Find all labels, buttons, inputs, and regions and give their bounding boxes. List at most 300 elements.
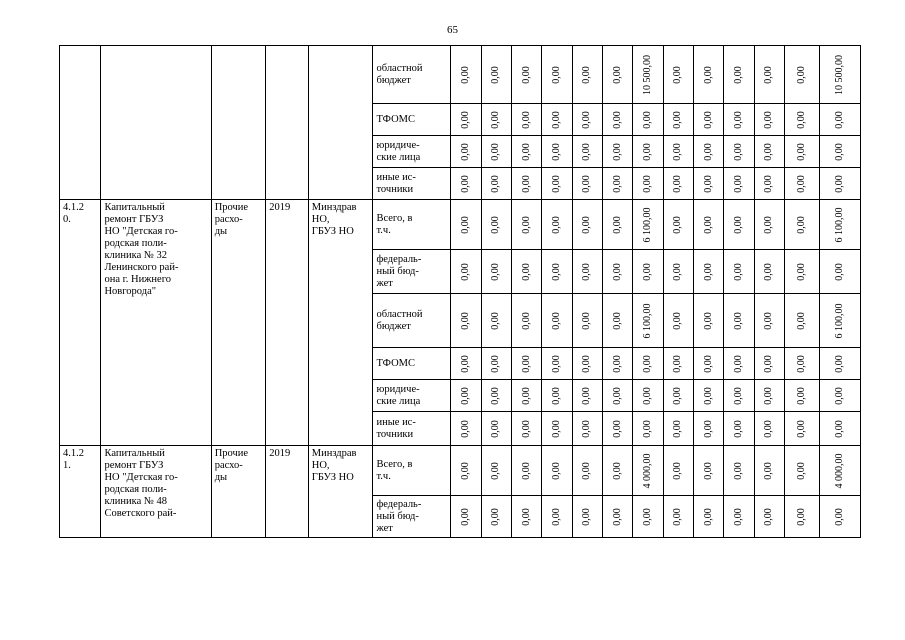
amount-cell [451, 446, 481, 496]
amount-value: 0,00 [641, 110, 653, 129]
amount-cell [542, 446, 572, 496]
amount-value: 0,00 [702, 65, 714, 84]
amount-value: 0,00 [611, 461, 623, 480]
amount-value: 6 100,00 [641, 207, 653, 242]
amount-cell [451, 412, 481, 446]
amount-cell [542, 104, 572, 136]
amount-value: 0,00 [551, 461, 562, 480]
amount-value: 0,00 [834, 110, 846, 129]
amount-cell [572, 136, 602, 168]
amount-cell [603, 136, 633, 168]
amount-cell [820, 348, 861, 380]
amount-cell [784, 250, 819, 294]
amount-value: 0,00 [490, 110, 502, 129]
funding-source-cell: ТФОМС [373, 104, 451, 136]
expense-type-cell: Прочие расхо- ды [211, 446, 266, 538]
amount-cell [820, 46, 861, 104]
amount-cell [724, 200, 754, 250]
amount-cell [542, 200, 572, 250]
amount-value: 0,00 [672, 311, 684, 330]
amount-cell [633, 412, 663, 446]
amount-cell [820, 250, 861, 294]
amount-value: 0,00 [672, 215, 684, 234]
amount-value: 0,00 [551, 215, 562, 234]
amount-cell [754, 200, 784, 250]
amount-value: 0,00 [763, 262, 775, 281]
amount-cell [784, 136, 819, 168]
amount-cell [603, 412, 633, 446]
amount-value: 0,00 [702, 142, 714, 161]
amount-cell [603, 46, 633, 104]
amount-cell [784, 412, 819, 446]
amount-cell [481, 348, 511, 380]
amount-value: 0,00 [581, 419, 593, 438]
amount-value: 0,00 [641, 354, 653, 373]
amount-value: 0,00 [581, 65, 593, 84]
amount-cell [820, 412, 861, 446]
amount-cell [724, 294, 754, 348]
amount-value: 0,00 [490, 386, 502, 405]
amount-value: 0,00 [672, 354, 684, 373]
amount-value: 0,00 [611, 262, 623, 281]
amount-cell [663, 412, 693, 446]
amount-value: 0,00 [672, 419, 684, 438]
funding-source-cell: федераль- ный бюд- жет [373, 496, 451, 538]
amount-value: 0,00 [581, 386, 593, 405]
amount-cell [572, 380, 602, 412]
amount-cell [663, 168, 693, 200]
amount-value: 0,00 [672, 507, 684, 526]
amount-value: 0,00 [672, 110, 684, 129]
amount-value: 0,00 [490, 174, 502, 193]
amount-value: 0,00 [490, 262, 502, 281]
amount-cell [754, 294, 784, 348]
amount-cell [572, 446, 602, 496]
amount-value: 0,00 [520, 142, 532, 161]
amount-value: 0,00 [581, 110, 593, 129]
amount-cell [572, 294, 602, 348]
amount-value: 0,00 [672, 174, 684, 193]
funding-source-cell: юридиче- ские лица [373, 136, 451, 168]
amount-cell [754, 412, 784, 446]
amount-value: 0,00 [520, 419, 532, 438]
amount-cell [633, 496, 663, 538]
amount-value: 0,00 [732, 142, 744, 161]
item-number-cell: 4.1.2 0. [60, 200, 101, 446]
amount-cell [481, 446, 511, 496]
amount-cell [633, 446, 663, 496]
amount-cell [820, 380, 861, 412]
amount-cell [693, 168, 723, 200]
funding-source-cell: Всего, в т.ч. [373, 200, 451, 250]
amount-value: 0,00 [702, 386, 714, 405]
amount-cell [451, 46, 481, 104]
amount-value: 0,00 [611, 215, 623, 234]
amount-value: 0,00 [611, 507, 623, 526]
amount-value: 0,00 [672, 262, 684, 281]
amount-value: 0,00 [763, 507, 775, 526]
amount-cell [451, 294, 481, 348]
amount-cell [572, 104, 602, 136]
amount-cell [754, 168, 784, 200]
amount-value: 0,00 [551, 311, 562, 330]
amount-value: 0,00 [672, 386, 684, 405]
amount-cell [512, 412, 542, 446]
amount-cell [633, 104, 663, 136]
amount-value: 0,00 [611, 174, 623, 193]
amount-cell [724, 348, 754, 380]
amount-cell [572, 348, 602, 380]
amount-value: 0,00 [490, 311, 502, 330]
amount-value: 0,00 [581, 507, 593, 526]
amount-value: 0,00 [763, 354, 775, 373]
amount-cell [512, 104, 542, 136]
amount-value: 0,00 [581, 461, 593, 480]
amount-value: 0,00 [490, 419, 502, 438]
amount-cell [542, 136, 572, 168]
amount-cell [724, 412, 754, 446]
amount-cell [724, 104, 754, 136]
amount-value: 0,00 [732, 262, 744, 281]
amount-cell [754, 104, 784, 136]
amount-value: 0,00 [672, 65, 684, 84]
amount-cell [633, 168, 663, 200]
amount-value: 0,00 [763, 174, 775, 193]
amount-value: 0,00 [702, 174, 714, 193]
amount-cell [693, 380, 723, 412]
amount-value: 0,00 [763, 110, 775, 129]
amount-cell [603, 200, 633, 250]
year-cell: 2019 [266, 200, 308, 446]
table-row [60, 200, 861, 250]
amount-cell [512, 168, 542, 200]
amount-value: 0,00 [490, 65, 502, 84]
item-name-cell [101, 46, 211, 200]
amount-cell [754, 496, 784, 538]
amount-cell [754, 136, 784, 168]
amount-value: 0,00 [641, 174, 653, 193]
amount-value: 0,00 [581, 354, 593, 373]
amount-value: 0,00 [763, 142, 775, 161]
amount-value: 0,00 [641, 142, 653, 161]
amount-cell [481, 104, 511, 136]
amount-cell [633, 380, 663, 412]
amount-value: 0,00 [641, 262, 653, 281]
amount-cell [512, 250, 542, 294]
amount-cell [481, 412, 511, 446]
amount-value: 10 500,00 [834, 54, 846, 95]
amount-cell [451, 348, 481, 380]
amount-cell [663, 348, 693, 380]
amount-value: 0,00 [732, 65, 744, 84]
amount-value: 0,00 [732, 461, 744, 480]
amount-value: 0,00 [460, 507, 472, 526]
amount-value: 0,00 [796, 354, 808, 373]
amount-cell [784, 46, 819, 104]
amount-cell [724, 446, 754, 496]
amount-cell [693, 348, 723, 380]
amount-value: 0,00 [460, 311, 472, 330]
funding-source-cell: иные ис- точники [373, 168, 451, 200]
amount-value: 0,00 [520, 65, 532, 84]
amount-value: 0,00 [490, 354, 502, 373]
amount-value: 0,00 [551, 262, 562, 281]
amount-value: 0,00 [520, 386, 532, 405]
amount-cell [693, 496, 723, 538]
amount-value: 0,00 [732, 311, 744, 330]
amount-cell [572, 200, 602, 250]
amount-value: 0,00 [796, 419, 808, 438]
expense-type-cell [211, 46, 266, 200]
amount-value: 0,00 [763, 65, 775, 84]
amount-cell [693, 412, 723, 446]
amount-cell [481, 294, 511, 348]
amount-cell [481, 136, 511, 168]
amount-value: 0,00 [520, 262, 532, 281]
amount-value: 0,00 [732, 419, 744, 438]
amount-cell [693, 104, 723, 136]
amount-value: 0,00 [460, 262, 472, 281]
amount-cell [724, 250, 754, 294]
amount-cell [542, 496, 572, 538]
amount-cell [451, 380, 481, 412]
amount-value: 0,00 [611, 110, 623, 129]
amount-value: 0,00 [834, 419, 846, 438]
amount-value: 0,00 [581, 215, 593, 234]
amount-cell [451, 250, 481, 294]
amount-cell [542, 294, 572, 348]
amount-cell [784, 348, 819, 380]
amount-cell [542, 348, 572, 380]
amount-value: 0,00 [460, 386, 472, 405]
executor-cell: Минздрав НО, ГБУЗ НО [308, 200, 373, 446]
amount-value: 0,00 [581, 262, 593, 281]
amount-value: 0,00 [702, 461, 714, 480]
amount-cell [754, 348, 784, 380]
amount-cell [572, 168, 602, 200]
amount-value: 0,00 [520, 174, 532, 193]
amount-cell [693, 200, 723, 250]
amount-value: 0,00 [551, 507, 562, 526]
executor-cell: Минздрав НО, ГБУЗ НО [308, 446, 373, 538]
amount-value: 0,00 [796, 174, 808, 193]
amount-value: 0,00 [796, 507, 808, 526]
amount-cell [451, 104, 481, 136]
amount-value: 0,00 [763, 419, 775, 438]
amount-value: 0,00 [551, 142, 562, 161]
amount-value: 0,00 [520, 110, 532, 129]
amount-value: 0,00 [702, 110, 714, 129]
amount-cell [784, 294, 819, 348]
funding-source-cell: федераль- ный бюд- жет [373, 250, 451, 294]
amount-cell [820, 496, 861, 538]
amount-value: 0,00 [460, 419, 472, 438]
amount-value: 6 100,00 [641, 303, 653, 338]
amount-value: 0,00 [641, 386, 653, 405]
amount-cell [724, 168, 754, 200]
amount-cell [784, 200, 819, 250]
amount-cell [512, 496, 542, 538]
amount-value: 0,00 [834, 386, 846, 405]
amount-cell [784, 168, 819, 200]
amount-cell [693, 136, 723, 168]
amount-value: 0,00 [520, 461, 532, 480]
amount-cell [820, 104, 861, 136]
amount-value: 6 100,00 [834, 207, 846, 242]
amount-value: 0,00 [520, 215, 532, 234]
amount-cell [542, 250, 572, 294]
amount-cell [572, 496, 602, 538]
amount-cell [693, 446, 723, 496]
amount-cell [451, 496, 481, 538]
amount-value: 0,00 [796, 262, 808, 281]
amount-cell [633, 294, 663, 348]
funding-source-cell: областной бюджет [373, 46, 451, 104]
amount-value: 0,00 [732, 354, 744, 373]
amount-cell [512, 136, 542, 168]
amount-cell [542, 412, 572, 446]
amount-value: 0,00 [490, 215, 502, 234]
year-cell [266, 46, 308, 200]
amount-cell [481, 46, 511, 104]
amount-value: 0,00 [796, 386, 808, 405]
amount-value: 0,00 [551, 65, 562, 84]
amount-value: 0,00 [460, 354, 472, 373]
amount-value: 0,00 [763, 386, 775, 405]
amount-cell [481, 496, 511, 538]
amount-value: 0,00 [763, 215, 775, 234]
amount-cell [754, 380, 784, 412]
amount-value: 0,00 [551, 386, 562, 405]
page-number: 65 [447, 24, 458, 36]
amount-value: 0,00 [611, 354, 623, 373]
funding-source-cell: ТФОМС [373, 348, 451, 380]
amount-cell [784, 446, 819, 496]
amount-value: 0,00 [551, 354, 562, 373]
amount-cell [572, 250, 602, 294]
amount-cell [481, 250, 511, 294]
amount-value: 0,00 [460, 65, 472, 84]
amount-cell [663, 380, 693, 412]
amount-value: 0,00 [763, 461, 775, 480]
amount-value: 4 000,00 [834, 453, 846, 488]
amount-value: 0,00 [834, 142, 846, 161]
amount-value: 0,00 [581, 311, 593, 330]
amount-cell [603, 168, 633, 200]
amount-cell [603, 104, 633, 136]
amount-value: 0,00 [763, 311, 775, 330]
amount-cell [542, 46, 572, 104]
amount-value: 0,00 [520, 507, 532, 526]
amount-cell [693, 250, 723, 294]
year-cell: 2019 [266, 446, 308, 538]
amount-value: 0,00 [796, 461, 808, 480]
amount-value: 10 500,00 [641, 54, 653, 95]
amount-cell [724, 380, 754, 412]
executor-cell [308, 46, 373, 200]
amount-cell [542, 380, 572, 412]
amount-value: 0,00 [834, 507, 846, 526]
amount-cell [603, 496, 633, 538]
funding-source-cell: областной бюджет [373, 294, 451, 348]
amount-value: 0,00 [702, 262, 714, 281]
amount-value: 0,00 [702, 311, 714, 330]
amount-value: 0,00 [641, 507, 653, 526]
amount-cell [603, 348, 633, 380]
amount-value: 0,00 [672, 461, 684, 480]
amount-cell [754, 250, 784, 294]
item-number-cell: 4.1.2 1. [60, 446, 101, 538]
amount-value: 0,00 [611, 311, 623, 330]
expense-type-cell: Прочие расхо- ды [211, 200, 266, 446]
amount-cell [481, 168, 511, 200]
amount-cell [663, 136, 693, 168]
amount-value: 0,00 [581, 174, 593, 193]
amount-value: 4 000,00 [641, 453, 653, 488]
amount-value: 0,00 [490, 142, 502, 161]
amount-cell [784, 104, 819, 136]
amount-cell [451, 200, 481, 250]
item-name-cell: Капитальный ремонт ГБУЗ НО "Детская го- родская поли- клиника № 48 Советского рай- [101, 446, 211, 538]
budget-table [59, 45, 861, 538]
amount-value: 0,00 [834, 354, 846, 373]
amount-cell [542, 168, 572, 200]
amount-value: 0,00 [834, 174, 846, 193]
amount-cell [820, 446, 861, 496]
amount-value: 0,00 [702, 354, 714, 373]
amount-cell [724, 496, 754, 538]
amount-cell [633, 200, 663, 250]
amount-value: 0,00 [732, 174, 744, 193]
amount-cell [693, 294, 723, 348]
amount-value: 0,00 [796, 215, 808, 234]
amount-cell [820, 200, 861, 250]
amount-cell [754, 446, 784, 496]
amount-cell [451, 136, 481, 168]
amount-cell [603, 446, 633, 496]
amount-value: 0,00 [796, 142, 808, 161]
amount-cell [820, 136, 861, 168]
amount-cell [512, 380, 542, 412]
amount-value: 0,00 [796, 110, 808, 129]
amount-value: 0,00 [672, 142, 684, 161]
amount-cell [663, 446, 693, 496]
amount-value: 0,00 [490, 507, 502, 526]
table-row [60, 46, 861, 104]
amount-value: 0,00 [732, 110, 744, 129]
amount-value: 0,00 [520, 311, 532, 330]
item-name-cell: Капитальный ремонт ГБУЗ НО "Детская го- родская поли- клиника № 32 Ленинского рай- она г. Нижнего Новгорода" [101, 200, 211, 446]
amount-value: 0,00 [796, 311, 808, 330]
amount-value: 0,00 [520, 354, 532, 373]
amount-cell [820, 168, 861, 200]
amount-value: 0,00 [641, 419, 653, 438]
amount-cell [633, 348, 663, 380]
table-row [60, 446, 861, 496]
amount-value: 0,00 [490, 461, 502, 480]
amount-cell [724, 46, 754, 104]
amount-cell [724, 136, 754, 168]
amount-value: 0,00 [551, 419, 562, 438]
amount-cell [663, 104, 693, 136]
amount-cell [481, 200, 511, 250]
amount-cell [603, 250, 633, 294]
amount-value: 0,00 [611, 419, 623, 438]
amount-cell [512, 200, 542, 250]
funding-source-cell: Всего, в т.ч. [373, 446, 451, 496]
amount-value: 0,00 [732, 386, 744, 405]
amount-value: 0,00 [581, 142, 593, 161]
